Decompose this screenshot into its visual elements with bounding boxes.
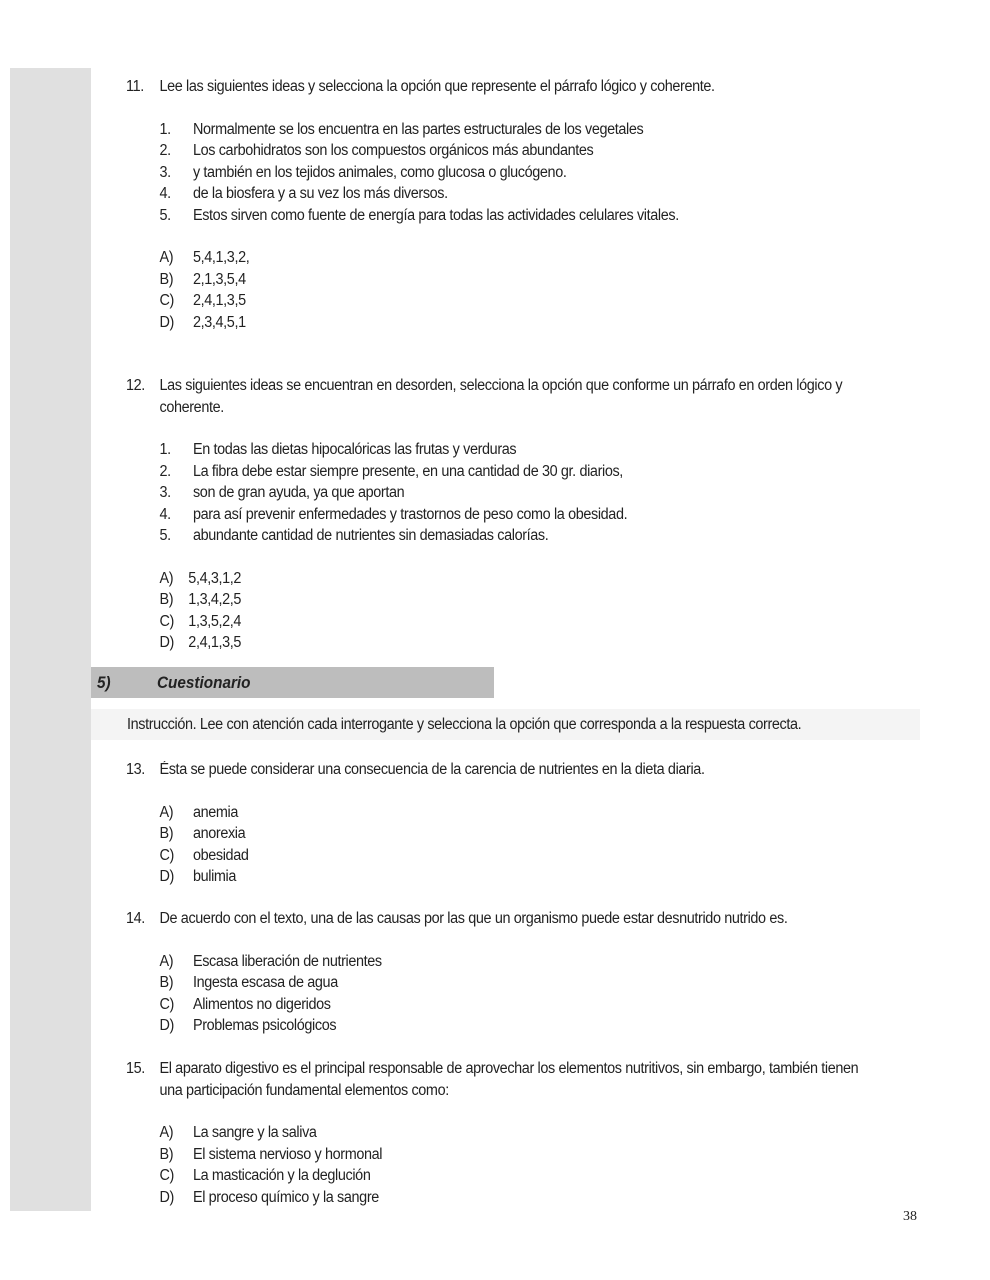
option-c[interactable] [159,994,870,1016]
option-text: Escasa liberación de nutrientes [192,952,382,970]
item-number: 5. [159,527,171,544]
item-text: son de gran ayuda, ya que aportan [192,484,405,501]
item-number: 2. [159,462,171,480]
list-item [159,461,870,483]
option-text: 1,3,5,2,4 [188,612,242,630]
question-number: 15. [126,1060,145,1077]
question-number: 14. [126,910,145,927]
option-c[interactable] [159,845,870,867]
list-item [159,119,870,141]
option-letter: D) [159,1017,174,1034]
option-text: Ingesta escasa de agua [192,974,338,991]
option-letter: A) [159,569,174,587]
option-letter: A) [159,249,174,266]
option-letter: A) [159,803,174,821]
item-number: 3. [159,484,171,501]
question-text: El aparato digestivo es el principal responsable de aprovechar los elementos nutritivos, sin embargo, también tienen una participación fundamental elementos como: [159,1060,859,1099]
option-text: 2,4,1,3,5 [188,634,242,651]
option-text: 2,4,1,3,5 [192,292,246,309]
option-d[interactable] [159,1015,870,1037]
list-item [159,504,870,526]
option-text: bulimia [192,868,237,885]
option-text: obesidad [192,846,249,864]
list-item [159,439,870,461]
option-d[interactable] [159,1187,870,1209]
section-number: 5) [97,673,111,692]
option-b[interactable] [159,1144,870,1166]
answer-options [126,247,870,333]
section-title: Cuestionario [157,673,251,692]
item-number: 1. [159,120,171,138]
option-a[interactable] [159,247,870,269]
option-text: La sangre y la saliva [192,1124,317,1141]
option-text: El sistema nervioso y hormonal [192,1145,383,1163]
item-text: para así prevenir enfermedades y trastornos de peso como la obesidad. [192,505,628,523]
option-b[interactable] [159,269,870,291]
option-letter: B) [159,270,174,288]
option-a[interactable] [159,802,870,824]
option-text: 5,4,3,1,2 [188,569,242,587]
option-text: Problemas psicológicos [192,1017,337,1034]
option-letter: B) [159,1145,174,1163]
option-b[interactable] [159,823,870,845]
option-text: 2,1,3,5,4 [192,270,246,288]
question-text: Las siguientes ideas se encuentran en desorden, selecciona la opción que conforme un párrafo en orden lógico y coherente. [159,377,843,416]
option-letter: A) [159,952,174,970]
option-letter: C) [159,612,174,630]
item-text: En todas las dietas hipocalóricas las frutas y verduras [192,441,517,458]
option-letter: C) [159,995,174,1013]
question-number: 13. [126,761,145,778]
option-d[interactable] [159,312,870,334]
list-item [159,482,870,504]
question-number: 11. [126,78,144,95]
option-letter: D) [159,313,174,331]
question-11 [126,76,870,333]
option-letter: C) [159,1167,174,1184]
option-b[interactable] [159,589,870,611]
option-letter: B) [159,591,174,608]
option-letter: B) [159,974,174,991]
answer-options [126,802,870,888]
option-text: anemia [192,803,239,821]
item-text: Normalmente se los encuentra en las partes estructurales de los vegetales [192,120,644,138]
list-item [159,205,870,227]
question-12 [126,375,870,654]
option-d[interactable] [159,632,870,654]
list-item [159,525,870,547]
option-a[interactable] [159,1122,870,1144]
instruction-text: Instrucción. Lee con atención cada interrogante y selecciona la opción que corresponda a la respuesta correcta. [127,716,802,733]
question-text: Ésta se puede considerar una consecuencia de la carencia de nutrientes en la dieta diaria. [159,761,705,778]
option-letter: D) [159,868,174,885]
answer-options [126,1122,870,1208]
option-letter: D) [159,1188,174,1206]
question-15 [126,1058,870,1208]
left-margin-band [10,68,91,1211]
option-letter: C) [159,292,174,309]
question-number: 12. [126,377,145,394]
item-text: y también en los tejidos animales, como glucosa o glucógeno. [192,163,567,181]
option-text: anorexia [192,825,246,842]
item-number: 4. [159,505,171,523]
item-number: 3. [159,163,171,181]
item-number: 2. [159,142,171,159]
page-number: 38 [903,1209,917,1224]
item-text: La fibra debe estar siempre presente, en una cantidad de 30 gr. diarios, [192,462,623,480]
question-text: Lee las siguientes ideas y selecciona la opción que represente el párrafo lógico y coherente. [159,78,715,95]
answer-options [126,568,870,654]
option-c[interactable] [159,611,870,633]
instruction-box [91,709,920,740]
option-d[interactable] [159,866,870,888]
item-number: 5. [159,206,171,224]
option-text: 2,3,4,5,1 [192,313,246,331]
idea-list [126,439,870,547]
item-number: 1. [159,441,171,458]
option-text: 5,4,1,3,2, [192,249,250,266]
item-number: 4. [159,185,171,202]
question-text: De acuerdo con el texto, una de las causas por las que un organismo puede estar desnutrido nutrido es. [159,910,788,927]
option-letter: B) [159,825,174,842]
question-13 [126,759,870,888]
option-a[interactable] [159,568,870,590]
option-b[interactable] [159,972,870,994]
option-text: Alimentos no digeridos [192,995,331,1013]
option-text: La masticación y la deglución [192,1167,371,1184]
option-letter: C) [159,846,174,864]
list-item [159,140,870,162]
question-14 [126,908,870,1037]
item-text: de la biosfera y a su vez los más diversos. [192,185,448,202]
option-a[interactable] [159,951,870,973]
idea-list [126,119,870,227]
option-c[interactable] [159,1165,870,1187]
section-header [91,667,494,698]
option-letter: D) [159,634,174,651]
option-c[interactable] [159,290,870,312]
option-letter: A) [159,1124,174,1141]
answer-options [126,951,870,1037]
item-text: abundante cantidad de nutrientes sin demasiadas calorías. [192,527,549,544]
item-text: Estos sirven como fuente de energía para todas las actividades celulares vitales. [192,206,679,224]
item-text: Los carbohidratos son los compuestos orgánicos más abundantes [192,142,594,159]
list-item [159,162,870,184]
option-text: El proceso químico y la sangre [192,1188,379,1206]
list-item [159,183,870,205]
option-text: 1,3,4,2,5 [188,591,242,608]
